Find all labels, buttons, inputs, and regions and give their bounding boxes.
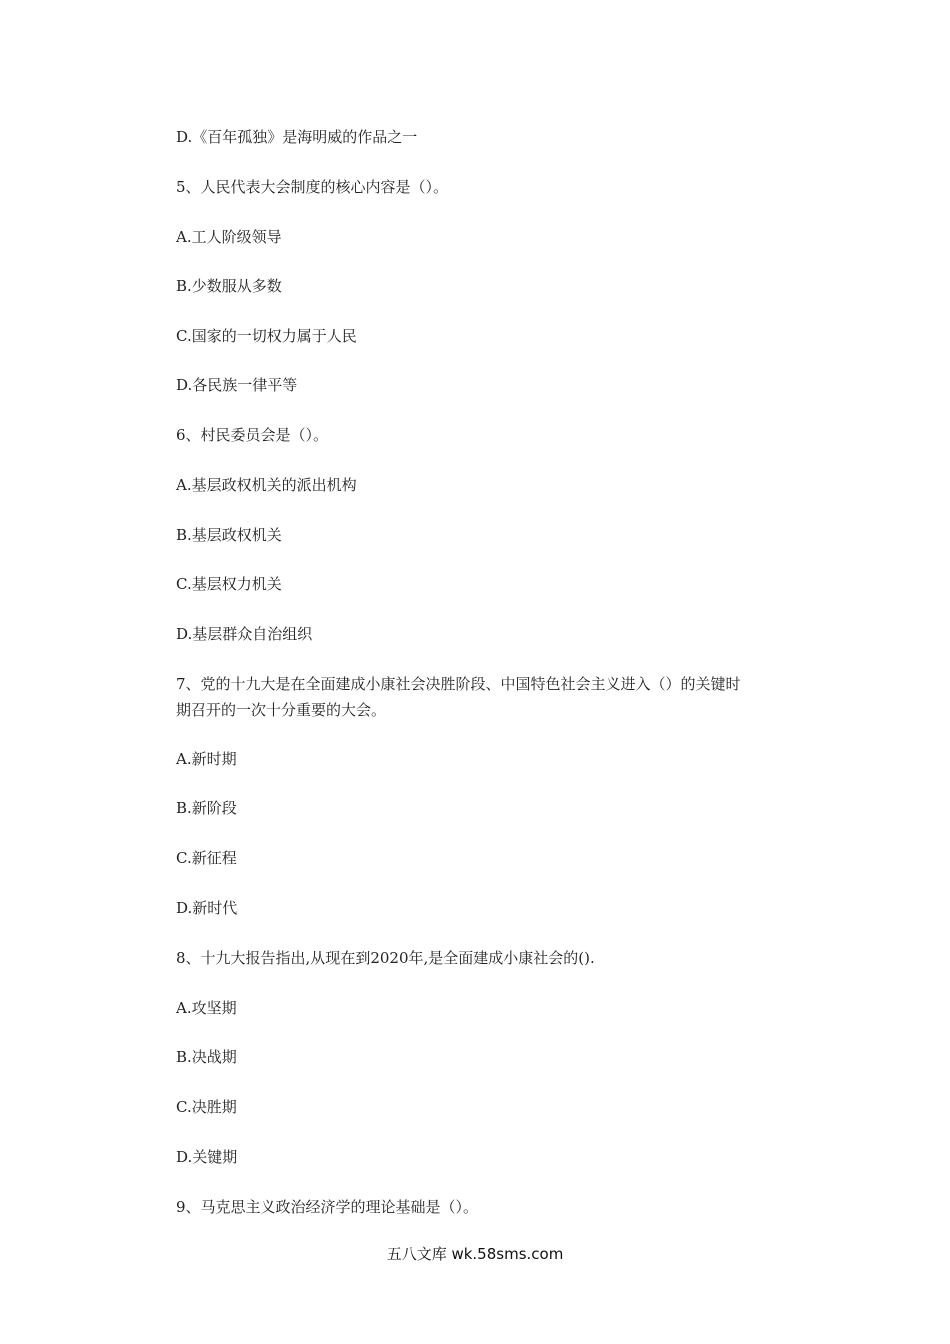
option-c-q6: C.基层权力机关 <box>176 575 282 593</box>
option-a-q8: A.攻坚期 <box>176 999 237 1017</box>
option-d-q4: D.《百年孤独》是海明威的作品之一 <box>176 128 418 146</box>
option-b-q6: B.基层政权机关 <box>176 526 282 544</box>
option-b-q7: B.新阶段 <box>176 799 237 817</box>
option-d-q6: D.基层群众自治组织 <box>176 625 313 643</box>
question-6: 6、村民委员会是（）。 <box>176 426 329 444</box>
option-b-q8: B.决战期 <box>176 1048 237 1066</box>
option-a-q5: A.工人阶级领导 <box>176 228 282 246</box>
question-5: 5、人民代表大会制度的核心内容是（）。 <box>176 178 449 196</box>
option-a-q7: A.新时期 <box>176 750 237 768</box>
option-c-q5: C.国家的一切权力属于人民 <box>176 327 357 345</box>
option-b-q5: B.少数服从多数 <box>176 277 282 295</box>
option-d-q8: D.关键期 <box>176 1148 238 1166</box>
option-d-q7: D.新时代 <box>176 899 238 917</box>
question-8: 8、十九大报告指出,从现在到2020年,是全面建成小康社会的(). <box>176 949 595 967</box>
option-a-q6: A.基层政权机关的派出机构 <box>176 476 357 494</box>
question-9: 9、马克思主义政治经济学的理论基础是（）。 <box>176 1198 479 1216</box>
question-7-line-1: 7、党的十九大是在全面建成小康社会决胜阶段、中国特色社会主义进入（）的关键时 <box>176 675 741 693</box>
option-d-q5: D.各民族一律平等 <box>176 376 298 394</box>
option-c-q8: C.决胜期 <box>176 1098 237 1116</box>
page-footer: 五八文库 wk.58sms.com <box>386 1245 564 1263</box>
question-7-line-2: 期召开的一次十分重要的大会。 <box>176 701 387 719</box>
option-c-q7: C.新征程 <box>176 849 237 867</box>
